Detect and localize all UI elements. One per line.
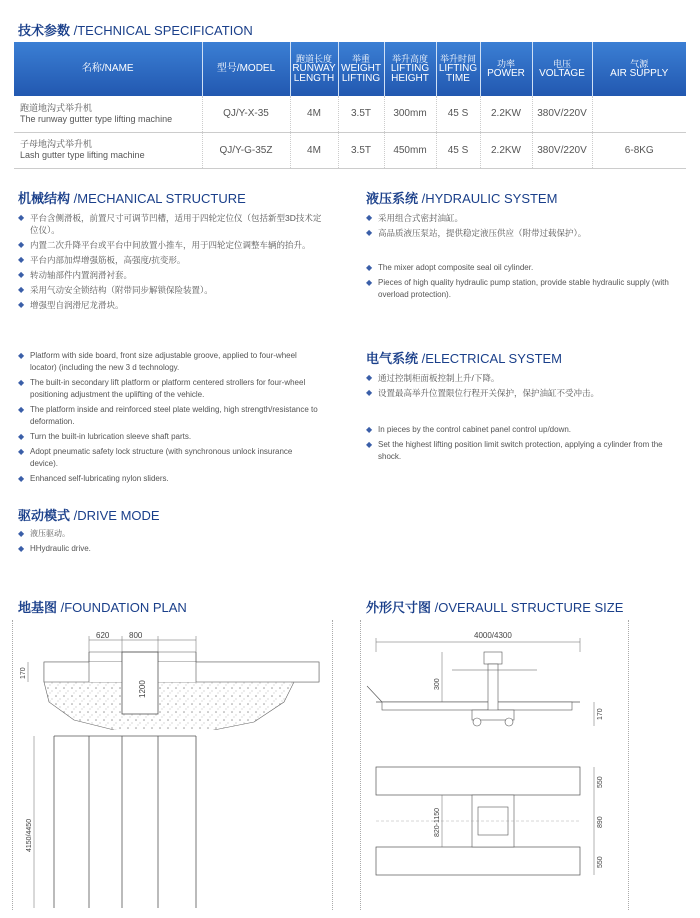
list-item: ◆ 采用气动安全锁结构（附带同步解锁保险装置）。 bbox=[18, 285, 213, 295]
cell-weight: 3.5T bbox=[338, 132, 384, 168]
header-name: 名称/NAME bbox=[14, 42, 202, 96]
list-item: ◆ 内置二次升降平台或平台中间放置小推车，用于四轮定位调整车辆的抬升。 bbox=[18, 240, 311, 250]
border-line bbox=[332, 620, 333, 910]
list-item: ◆ 设置最高举升位置限位行程开关保护，保护油缸不受冲击。 bbox=[366, 388, 600, 398]
header-lifting-height: 举升高度 LIFTING HEIGHT bbox=[384, 42, 436, 96]
cell-model: QJ/Y-X-35 bbox=[202, 96, 290, 132]
table-row bbox=[14, 96, 686, 132]
list-item: ◆ Set the highest lifting position limit switch protection, applying a cylinder from the shock. bbox=[366, 440, 663, 461]
mechanical-title: 机械结构 /MECHANICAL STRUCTURE bbox=[18, 191, 246, 206]
hydraulic-list-cn bbox=[366, 212, 686, 242]
dim-300: 300 bbox=[434, 678, 441, 690]
spec-header-row bbox=[14, 42, 686, 96]
dim-550-bottom: 550 bbox=[597, 856, 604, 868]
list-item: ◆ 平台含侧滑板，前置尺寸可调节凹槽，适用于四轮定位仪（包括新型3D技术定位仪）。 bbox=[18, 213, 322, 235]
overall-drawing bbox=[362, 622, 628, 912]
hydraulic-title: 液压系统 /HYDRAULIC SYSTEM bbox=[366, 191, 558, 206]
dim-4000-4300: 4000/4300 bbox=[474, 631, 512, 640]
mechanical-list-cn bbox=[18, 212, 328, 314]
cell-name: 子母地沟式举升机 Lash gutter type lifting machine bbox=[14, 132, 202, 168]
header-air-supply: 气源 AIR SUPPLY bbox=[592, 42, 686, 96]
electrical-title: 电气系统 /ELECTRICAL SYSTEM bbox=[366, 351, 563, 366]
cell-air bbox=[592, 96, 686, 132]
dim-820-1150: 820-1150 bbox=[434, 807, 441, 837]
cell-voltage: 380V/220V bbox=[532, 132, 592, 168]
cell-model: QJ/Y-G-35Z bbox=[202, 132, 290, 168]
list-item: ◆ The built-in secondary lift platform or platform centered strollers for four-wheel positioning adjustment the uplifting of the vehicle. bbox=[18, 378, 306, 399]
cell-power: 2.2KW bbox=[480, 132, 532, 168]
drive-list bbox=[18, 528, 318, 558]
dim-890: 890 bbox=[597, 816, 604, 828]
list-item: ◆ 通过控制柜面板控制上升/下降。 bbox=[366, 373, 500, 383]
border-line bbox=[628, 620, 629, 910]
list-item: ◆ Adopt pneumatic safety lock structure (with synchronous unlock insurance device). bbox=[18, 447, 293, 468]
cell-length: 4M bbox=[290, 132, 338, 168]
cell-time: 45 S bbox=[436, 132, 480, 168]
dim-1200: 1200 bbox=[138, 680, 147, 698]
spec-title-cn: 技术参数 bbox=[18, 23, 71, 38]
header-runway-length: 跑道长度 RUNWAY LENGTH bbox=[290, 42, 338, 96]
dim-800: 800 bbox=[129, 631, 143, 640]
header-voltage: 电压 VOLTAGE bbox=[532, 42, 592, 96]
list-item: ◆ Platform with side board, front size adjustable groove, applied to four-wheel locator) (including the new 3 d technology. bbox=[18, 351, 297, 372]
header-lifting-time: 举升时间 LIFTING TIME bbox=[436, 42, 480, 96]
list-item: ◆ In pieces by the control cabinet panel control up/down. bbox=[366, 425, 572, 434]
list-item: ◆ 液压驱动。 bbox=[18, 529, 70, 538]
border-line bbox=[12, 620, 13, 910]
drive-title: 驱动模式 /DRIVE MODE bbox=[18, 508, 160, 523]
list-item: ◆ Enhanced self-lubricating nylon sliders. bbox=[18, 474, 169, 483]
hydraulic-list-en bbox=[366, 262, 686, 304]
mechanical-list-en bbox=[18, 350, 318, 488]
list-item: ◆ The mixer adopt composite seal oil cylinder. bbox=[366, 263, 534, 272]
cell-air: 6-8KG bbox=[592, 132, 686, 168]
electrical-list-cn bbox=[366, 372, 686, 402]
foundation-drawing bbox=[14, 622, 332, 912]
dim-620: 620 bbox=[96, 631, 110, 640]
list-item: ◆ HHydraulic drive. bbox=[18, 544, 91, 553]
border-line bbox=[360, 620, 361, 910]
header-weight-lifting: 举重 WEIGHT LIFTING bbox=[338, 42, 384, 96]
cell-time: 45 S bbox=[436, 96, 480, 132]
dim-170: 170 bbox=[20, 667, 27, 679]
header-model: 型号/MODEL bbox=[202, 42, 290, 96]
table-row bbox=[14, 132, 686, 168]
electrical-list-en bbox=[366, 424, 686, 466]
cell-height: 450mm bbox=[384, 132, 436, 168]
dim-550-top: 550 bbox=[597, 776, 604, 788]
spec-title-en: /TECHNICAL SPECIFICATION bbox=[70, 23, 253, 38]
list-item: ◆ 增强型自润滑尼龙滑块。 bbox=[18, 300, 124, 310]
cell-voltage: 380V/220V bbox=[532, 96, 592, 132]
list-item: ◆ 采用组合式密封油缸。 bbox=[366, 213, 464, 223]
overall-title: 外形尺寸图 /OVERAULL STRUCTURE SIZE bbox=[366, 600, 624, 615]
dim-170: 170 bbox=[597, 708, 604, 720]
list-item: ◆ 转动轴部件内置润滑衬套。 bbox=[18, 270, 133, 280]
list-item: ◆ 平台内部加焊增强筋板，高强度/抗变形。 bbox=[18, 255, 186, 265]
list-item: ◆ Turn the built-in lubrication sleeve shaft parts. bbox=[18, 432, 192, 441]
spec-table bbox=[14, 42, 686, 169]
cell-weight: 3.5T bbox=[338, 96, 384, 132]
header-power: 功率 POWER bbox=[480, 42, 532, 96]
list-item: ◆ 高品质液压泵站，提供稳定液压供应（附带过载保护）。 bbox=[366, 228, 587, 238]
foundation-title: 地基图 /FOUNDATION PLAN bbox=[18, 600, 187, 615]
cell-power: 2.2KW bbox=[480, 96, 532, 132]
cell-name: 跑道地沟式举升机 The runway gutter type lifting machine bbox=[14, 96, 202, 132]
cell-length: 4M bbox=[290, 96, 338, 132]
spec-title bbox=[18, 20, 253, 39]
list-item: ◆ Pieces of high quality hydraulic pump station, provide stable hydraulic supply (with overload protection). bbox=[366, 278, 669, 299]
dim-4150-4450: 4150/4450 bbox=[26, 818, 33, 852]
list-item: ◆ The platform inside and reinforced steel plate welding, high strength/resistance to deformation. bbox=[18, 405, 318, 426]
cell-height: 300mm bbox=[384, 96, 436, 132]
